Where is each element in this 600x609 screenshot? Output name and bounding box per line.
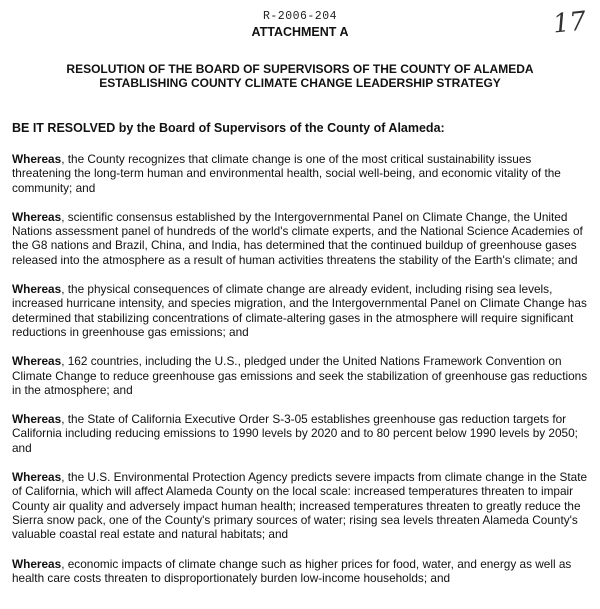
clause-text: , 162 countries, including the U.S., pledged under the United Nations Framework Convention on Climate Change to reduce greenhouse gas emissions and seek the stabilization of greenhouse gas reductions in the atmosphere; and [12,354,588,397]
whereas-clause [12,210,592,267]
resolved-statement: BE IT RESOLVED by the Board of Supervisors of the County of Alameda: [12,121,445,135]
attachment-label: ATTACHMENT A [251,25,349,39]
title-line-2: ESTABLISHING COUNTY CLIMATE CHANGE LEADERSHIP STRATEGY [99,76,501,90]
whereas-clause [12,470,592,541]
clause-lead: Whereas [12,209,62,224]
clause-lead: Whereas [12,152,62,166]
clause-text: , economic impacts of climate change such as higher prices for food, water, and energy as well as health care costs threaten to disproportionately burden low-income households; and [12,556,572,585]
clause-lead: Whereas [12,282,62,297]
clause-lead: Whereas [12,556,62,571]
clause-text: , the County recognizes that climate change is one of the most critical sustainability issues threatening the long-term human and environmental health, social well-being, and economic vitality of the community; and [12,152,561,195]
clause-text: , the U.S. Environmental Protection Agency predicts severe impacts from climate change in the State of California, which will affect Alameda County on the local scale: increased temperatures threaten to impair County air quality and adversely impact human health; increased temperatures threaten to greatly reduce the Sierra snow pack, one of the County's primary sources of water; rising sea levels threaten Alameda County's valuable coastal real estate and natural habitats; and [12,470,588,542]
clause-lead: Whereas [12,354,62,369]
resolution-title [0,62,600,90]
whereas-clause [12,282,592,339]
clause-lead: Whereas [12,470,62,485]
whereas-clause [12,557,592,586]
whereas-clause [12,152,592,195]
resolution-number: R-2006-204 [262,10,337,23]
whereas-clause [12,354,592,397]
title-line-1: RESOLUTION OF THE BOARD OF SUPERVISORS OF THE COUNTY OF ALAMEDA [66,62,534,76]
clause-text: , scientific consensus established by the Intergovernmental Panel on Climate Change, the United Nations assessment panel of hundreds of the world's climate experts, and the National Science Academies of the G8 nations and Brazil, China, and India, has determined that the continued buildup of greenhouse gases released into the atmosphere as a result of human activities threatens the stability of the Earth's climate; and [12,209,583,267]
whereas-clause [12,412,592,455]
clause-text: , the physical consequences of climate change are already evident, including rising sea levels, increased hurricane intensity, and species migration, and the Intergovernmental Panel on Climate Change has determined that stabilizing concentrations of climate-altering gases in the atmosphere will require significant reductions in greenhouse gas emissions; and [12,282,587,339]
clause-lead: Whereas [12,412,62,427]
handwritten-page-mark: 17 [551,6,588,40]
clause-text: , the State of California Executive Order S-3-05 establishes greenhouse gas reduction targets for California including reducing emissions to 1990 levels by 2020 and to 80 percent below 1990 levels by 2050; and [12,412,578,455]
whereas-clauses [12,152,592,600]
